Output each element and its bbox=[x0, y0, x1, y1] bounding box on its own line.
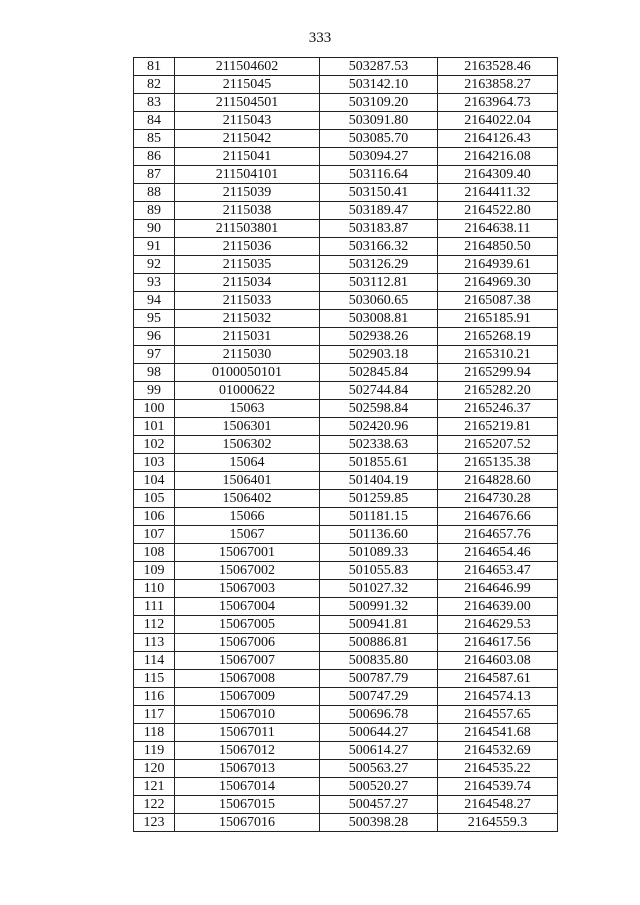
table-row bbox=[134, 562, 558, 580]
x-coordinate-cell: 503008.81 bbox=[320, 310, 438, 328]
y-coordinate-cell: 2165219.81 bbox=[438, 418, 558, 436]
y-coordinate-cell: 2164939.61 bbox=[438, 256, 558, 274]
page-number: 333 bbox=[308, 30, 332, 46]
table-row bbox=[134, 598, 558, 616]
row-number-cell: 95 bbox=[134, 310, 175, 328]
x-coordinate-cell: 500787.79 bbox=[320, 670, 438, 688]
y-coordinate-cell: 2164532.69 bbox=[438, 742, 558, 760]
table-row bbox=[134, 346, 558, 364]
point-id-cell: 15067007 bbox=[175, 652, 320, 670]
row-number-cell: 106 bbox=[134, 508, 175, 526]
y-coordinate-cell: 2165135.38 bbox=[438, 454, 558, 472]
y-coordinate-cell: 2165282.20 bbox=[438, 382, 558, 400]
table-row bbox=[134, 490, 558, 508]
table-row bbox=[134, 148, 558, 166]
row-number-cell: 123 bbox=[134, 814, 175, 832]
row-number-cell: 119 bbox=[134, 742, 175, 760]
row-number-cell: 91 bbox=[134, 238, 175, 256]
point-id-cell: 15067004 bbox=[175, 598, 320, 616]
x-coordinate-cell: 502845.84 bbox=[320, 364, 438, 382]
x-coordinate-cell: 501089.33 bbox=[320, 544, 438, 562]
row-number-cell: 99 bbox=[134, 382, 175, 400]
row-number-cell: 81 bbox=[134, 58, 175, 76]
x-coordinate-cell: 501181.15 bbox=[320, 508, 438, 526]
x-coordinate-cell: 501404.19 bbox=[320, 472, 438, 490]
y-coordinate-cell: 2164653.47 bbox=[438, 562, 558, 580]
x-coordinate-cell: 503116.64 bbox=[320, 166, 438, 184]
table-row bbox=[134, 310, 558, 328]
y-coordinate-cell: 2164676.66 bbox=[438, 508, 558, 526]
point-id-cell: 2115030 bbox=[175, 346, 320, 364]
row-number-cell: 88 bbox=[134, 184, 175, 202]
table-row bbox=[134, 238, 558, 256]
x-coordinate-cell: 503142.10 bbox=[320, 76, 438, 94]
x-coordinate-cell: 500886.81 bbox=[320, 634, 438, 652]
row-number-cell: 120 bbox=[134, 760, 175, 778]
y-coordinate-cell: 2164574.13 bbox=[438, 688, 558, 706]
row-number-cell: 107 bbox=[134, 526, 175, 544]
point-id-cell: 1506302 bbox=[175, 436, 320, 454]
y-coordinate-cell: 2163858.27 bbox=[438, 76, 558, 94]
row-number-cell: 118 bbox=[134, 724, 175, 742]
y-coordinate-cell: 2164969.30 bbox=[438, 274, 558, 292]
row-number-cell: 83 bbox=[134, 94, 175, 112]
table-row bbox=[134, 454, 558, 472]
row-number-cell: 116 bbox=[134, 688, 175, 706]
table-row bbox=[134, 634, 558, 652]
point-id-cell: 15067006 bbox=[175, 634, 320, 652]
x-coordinate-cell: 501259.85 bbox=[320, 490, 438, 508]
table-row bbox=[134, 688, 558, 706]
row-number-cell: 87 bbox=[134, 166, 175, 184]
x-coordinate-cell: 503094.27 bbox=[320, 148, 438, 166]
x-coordinate-cell: 503189.47 bbox=[320, 202, 438, 220]
table-row bbox=[134, 256, 558, 274]
y-coordinate-cell: 2164548.27 bbox=[438, 796, 558, 814]
point-id-cell: 15067009 bbox=[175, 688, 320, 706]
point-id-cell: 2115038 bbox=[175, 202, 320, 220]
point-id-cell: 15067001 bbox=[175, 544, 320, 562]
y-coordinate-cell: 2165207.52 bbox=[438, 436, 558, 454]
x-coordinate-cell: 502938.26 bbox=[320, 328, 438, 346]
point-id-cell: 15067013 bbox=[175, 760, 320, 778]
point-id-cell: 0100050101 bbox=[175, 364, 320, 382]
point-id-cell: 15067 bbox=[175, 526, 320, 544]
x-coordinate-cell: 503085.70 bbox=[320, 130, 438, 148]
point-id-cell: 15067002 bbox=[175, 562, 320, 580]
y-coordinate-cell: 2164603.08 bbox=[438, 652, 558, 670]
y-coordinate-cell: 2164850.50 bbox=[438, 238, 558, 256]
row-number-cell: 100 bbox=[134, 400, 175, 418]
x-coordinate-cell: 502338.63 bbox=[320, 436, 438, 454]
point-id-cell: 15067008 bbox=[175, 670, 320, 688]
x-coordinate-cell: 503091.80 bbox=[320, 112, 438, 130]
x-coordinate-cell: 501855.61 bbox=[320, 454, 438, 472]
point-id-cell: 2115031 bbox=[175, 328, 320, 346]
x-coordinate-cell: 500696.78 bbox=[320, 706, 438, 724]
row-number-cell: 103 bbox=[134, 454, 175, 472]
table-row bbox=[134, 166, 558, 184]
row-number-cell: 113 bbox=[134, 634, 175, 652]
x-coordinate-cell: 503112.81 bbox=[320, 274, 438, 292]
point-id-cell: 15067011 bbox=[175, 724, 320, 742]
point-id-cell: 211504101 bbox=[175, 166, 320, 184]
row-number-cell: 102 bbox=[134, 436, 175, 454]
point-id-cell: 15067005 bbox=[175, 616, 320, 634]
table-row bbox=[134, 418, 558, 436]
row-number-cell: 115 bbox=[134, 670, 175, 688]
y-coordinate-cell: 2164828.60 bbox=[438, 472, 558, 490]
row-number-cell: 84 bbox=[134, 112, 175, 130]
x-coordinate-cell: 503183.87 bbox=[320, 220, 438, 238]
y-coordinate-cell: 2164411.32 bbox=[438, 184, 558, 202]
y-coordinate-cell: 2164126.43 bbox=[438, 130, 558, 148]
point-id-cell: 2115035 bbox=[175, 256, 320, 274]
row-number-cell: 97 bbox=[134, 346, 175, 364]
x-coordinate-cell: 503150.41 bbox=[320, 184, 438, 202]
table-row bbox=[134, 778, 558, 796]
y-coordinate-cell: 2164657.76 bbox=[438, 526, 558, 544]
y-coordinate-cell: 2164535.22 bbox=[438, 760, 558, 778]
row-number-cell: 89 bbox=[134, 202, 175, 220]
table-row bbox=[134, 184, 558, 202]
table-row bbox=[134, 112, 558, 130]
row-number-cell: 114 bbox=[134, 652, 175, 670]
row-number-cell: 121 bbox=[134, 778, 175, 796]
table-row bbox=[134, 742, 558, 760]
point-id-cell: 2115045 bbox=[175, 76, 320, 94]
y-coordinate-cell: 2164522.80 bbox=[438, 202, 558, 220]
row-number-cell: 94 bbox=[134, 292, 175, 310]
table-row bbox=[134, 202, 558, 220]
x-coordinate-cell: 502420.96 bbox=[320, 418, 438, 436]
y-coordinate-cell: 2164730.28 bbox=[438, 490, 558, 508]
point-id-cell: 2115042 bbox=[175, 130, 320, 148]
table-row bbox=[134, 760, 558, 778]
table-row bbox=[134, 652, 558, 670]
point-id-cell: 15067014 bbox=[175, 778, 320, 796]
point-id-cell: 01000622 bbox=[175, 382, 320, 400]
point-id-cell: 2115033 bbox=[175, 292, 320, 310]
table-row bbox=[134, 616, 558, 634]
table-row bbox=[134, 130, 558, 148]
row-number-cell: 86 bbox=[134, 148, 175, 166]
row-number-cell: 117 bbox=[134, 706, 175, 724]
point-id-cell: 15067016 bbox=[175, 814, 320, 832]
row-number-cell: 111 bbox=[134, 598, 175, 616]
y-coordinate-cell: 2164629.53 bbox=[438, 616, 558, 634]
row-number-cell: 90 bbox=[134, 220, 175, 238]
x-coordinate-cell: 502903.18 bbox=[320, 346, 438, 364]
coordinates-table-body bbox=[134, 58, 558, 832]
y-coordinate-cell: 2164654.46 bbox=[438, 544, 558, 562]
x-coordinate-cell: 500835.80 bbox=[320, 652, 438, 670]
point-id-cell: 15066 bbox=[175, 508, 320, 526]
row-number-cell: 109 bbox=[134, 562, 175, 580]
point-id-cell: 15064 bbox=[175, 454, 320, 472]
table-row bbox=[134, 814, 558, 832]
coordinates-table bbox=[133, 57, 558, 832]
table-row bbox=[134, 472, 558, 490]
x-coordinate-cell: 500644.27 bbox=[320, 724, 438, 742]
row-number-cell: 105 bbox=[134, 490, 175, 508]
table-row bbox=[134, 292, 558, 310]
x-coordinate-cell: 502598.84 bbox=[320, 400, 438, 418]
table-row bbox=[134, 274, 558, 292]
x-coordinate-cell: 503060.65 bbox=[320, 292, 438, 310]
point-id-cell: 15063 bbox=[175, 400, 320, 418]
row-number-cell: 96 bbox=[134, 328, 175, 346]
y-coordinate-cell: 2164309.40 bbox=[438, 166, 558, 184]
table-row bbox=[134, 76, 558, 94]
point-id-cell: 1506301 bbox=[175, 418, 320, 436]
point-id-cell: 1506401 bbox=[175, 472, 320, 490]
y-coordinate-cell: 2164541.68 bbox=[438, 724, 558, 742]
point-id-cell: 2115032 bbox=[175, 310, 320, 328]
point-id-cell: 2115034 bbox=[175, 274, 320, 292]
table-row bbox=[134, 382, 558, 400]
y-coordinate-cell: 2164557.65 bbox=[438, 706, 558, 724]
point-id-cell: 2115043 bbox=[175, 112, 320, 130]
row-number-cell: 85 bbox=[134, 130, 175, 148]
row-number-cell: 93 bbox=[134, 274, 175, 292]
table-row bbox=[134, 94, 558, 112]
row-number-cell: 112 bbox=[134, 616, 175, 634]
point-id-cell: 211503801 bbox=[175, 220, 320, 238]
row-number-cell: 110 bbox=[134, 580, 175, 598]
y-coordinate-cell: 2164617.56 bbox=[438, 634, 558, 652]
y-coordinate-cell: 2164559.3 bbox=[438, 814, 558, 832]
x-coordinate-cell: 503109.20 bbox=[320, 94, 438, 112]
table-row bbox=[134, 580, 558, 598]
point-id-cell: 211504501 bbox=[175, 94, 320, 112]
x-coordinate-cell: 503166.32 bbox=[320, 238, 438, 256]
x-coordinate-cell: 500398.28 bbox=[320, 814, 438, 832]
x-coordinate-cell: 500747.29 bbox=[320, 688, 438, 706]
y-coordinate-cell: 2165299.94 bbox=[438, 364, 558, 382]
y-coordinate-cell: 2165185.91 bbox=[438, 310, 558, 328]
y-coordinate-cell: 2165268.19 bbox=[438, 328, 558, 346]
point-id-cell: 15067003 bbox=[175, 580, 320, 598]
x-coordinate-cell: 500563.27 bbox=[320, 760, 438, 778]
table-row bbox=[134, 328, 558, 346]
row-number-cell: 122 bbox=[134, 796, 175, 814]
y-coordinate-cell: 2165246.37 bbox=[438, 400, 558, 418]
y-coordinate-cell: 2165087.38 bbox=[438, 292, 558, 310]
table-row bbox=[134, 526, 558, 544]
row-number-cell: 101 bbox=[134, 418, 175, 436]
x-coordinate-cell: 501055.83 bbox=[320, 562, 438, 580]
y-coordinate-cell: 2164646.99 bbox=[438, 580, 558, 598]
table-row bbox=[134, 364, 558, 382]
y-coordinate-cell: 2164587.61 bbox=[438, 670, 558, 688]
table-row bbox=[134, 436, 558, 454]
point-id-cell: 15067012 bbox=[175, 742, 320, 760]
table-row bbox=[134, 724, 558, 742]
table-row bbox=[134, 508, 558, 526]
x-coordinate-cell: 503287.53 bbox=[320, 58, 438, 76]
point-id-cell: 15067010 bbox=[175, 706, 320, 724]
point-id-cell: 2115036 bbox=[175, 238, 320, 256]
table-row bbox=[134, 706, 558, 724]
y-coordinate-cell: 2165310.21 bbox=[438, 346, 558, 364]
x-coordinate-cell: 500520.27 bbox=[320, 778, 438, 796]
x-coordinate-cell: 503126.29 bbox=[320, 256, 438, 274]
x-coordinate-cell: 500991.32 bbox=[320, 598, 438, 616]
x-coordinate-cell: 500941.81 bbox=[320, 616, 438, 634]
x-coordinate-cell: 502744.84 bbox=[320, 382, 438, 400]
row-number-cell: 92 bbox=[134, 256, 175, 274]
y-coordinate-cell: 2164216.08 bbox=[438, 148, 558, 166]
table-row bbox=[134, 400, 558, 418]
point-id-cell: 211504602 bbox=[175, 58, 320, 76]
y-coordinate-cell: 2164539.74 bbox=[438, 778, 558, 796]
point-id-cell: 2115041 bbox=[175, 148, 320, 166]
table-row bbox=[134, 220, 558, 238]
row-number-cell: 82 bbox=[134, 76, 175, 94]
row-number-cell: 98 bbox=[134, 364, 175, 382]
y-coordinate-cell: 2163964.73 bbox=[438, 94, 558, 112]
x-coordinate-cell: 500614.27 bbox=[320, 742, 438, 760]
y-coordinate-cell: 2163528.46 bbox=[438, 58, 558, 76]
table-row bbox=[134, 58, 558, 76]
table-row bbox=[134, 670, 558, 688]
table-row bbox=[134, 544, 558, 562]
point-id-cell: 1506402 bbox=[175, 490, 320, 508]
point-id-cell: 15067015 bbox=[175, 796, 320, 814]
point-id-cell: 2115039 bbox=[175, 184, 320, 202]
y-coordinate-cell: 2164639.00 bbox=[438, 598, 558, 616]
y-coordinate-cell: 2164638.11 bbox=[438, 220, 558, 238]
y-coordinate-cell: 2164022.04 bbox=[438, 112, 558, 130]
x-coordinate-cell: 501027.32 bbox=[320, 580, 438, 598]
x-coordinate-cell: 501136.60 bbox=[320, 526, 438, 544]
row-number-cell: 104 bbox=[134, 472, 175, 490]
row-number-cell: 108 bbox=[134, 544, 175, 562]
x-coordinate-cell: 500457.27 bbox=[320, 796, 438, 814]
table-row bbox=[134, 796, 558, 814]
